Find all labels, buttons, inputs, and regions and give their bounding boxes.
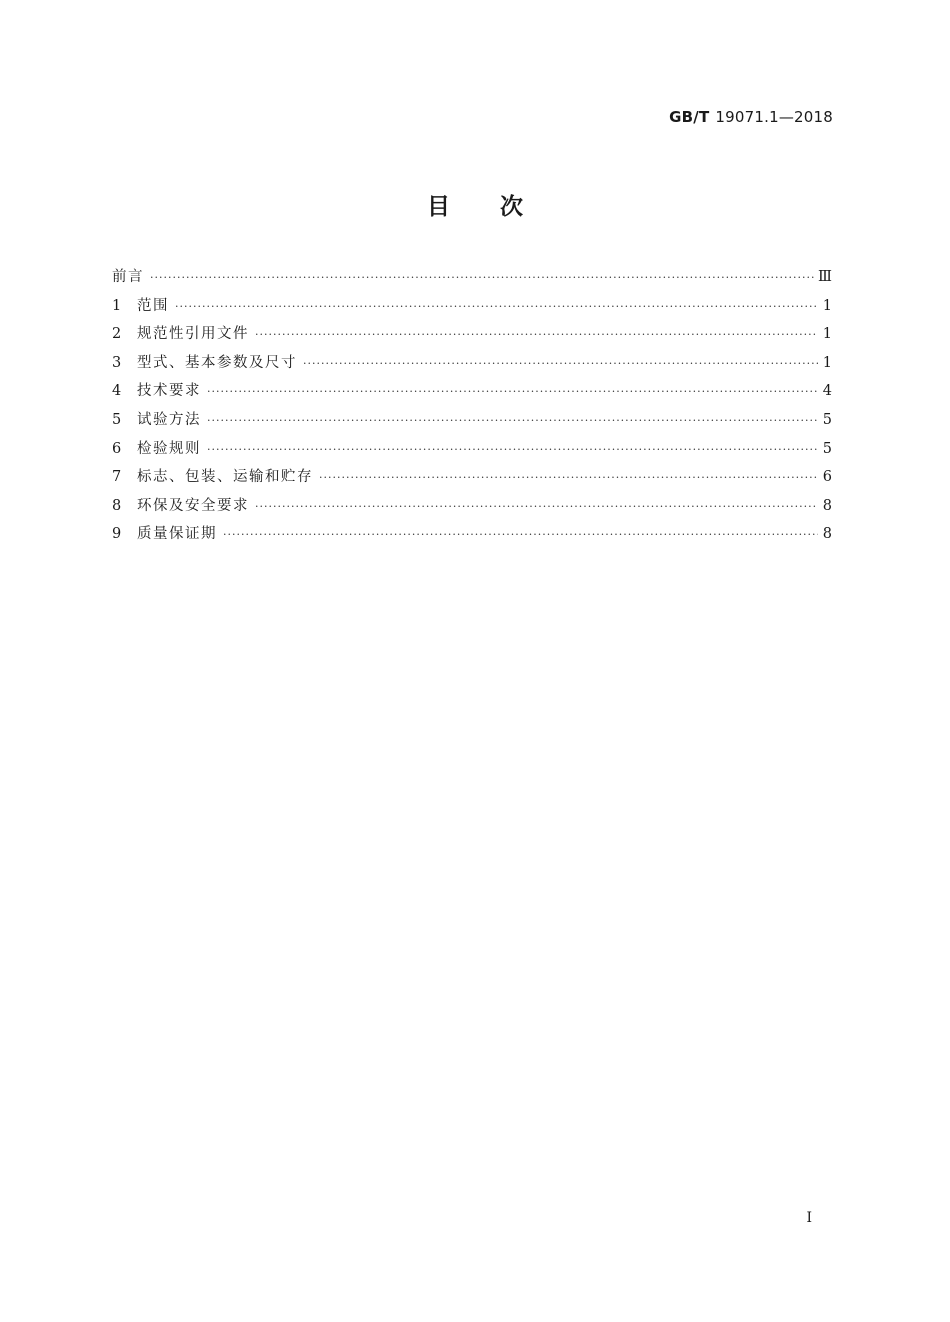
toc-leader-dots <box>255 321 818 350</box>
toc-entry-page: 1 <box>822 354 832 371</box>
toc-entry-page: 4 <box>822 383 832 400</box>
toc-entry-8[interactable] <box>112 492 832 521</box>
standard-prefix: GB/T <box>669 108 710 126</box>
toc-entry-4[interactable] <box>112 377 832 406</box>
toc-leader-dots <box>223 521 818 550</box>
toc-leader-dots <box>207 436 818 465</box>
standard-code: 19071.1—2018 <box>715 108 833 126</box>
toc-entry-label: 技术要求 <box>137 383 201 400</box>
toc-entry-number: 7 <box>112 469 122 486</box>
standard-number-header <box>669 108 833 126</box>
toc-entry-foreword[interactable] <box>112 263 832 292</box>
toc-entry-1[interactable] <box>112 292 832 321</box>
toc-entry-2[interactable] <box>112 320 832 349</box>
toc-entry-number: 4 <box>112 383 122 400</box>
toc-entry-7[interactable] <box>112 463 832 492</box>
toc-entry-number: 6 <box>112 440 122 457</box>
table-of-contents <box>112 263 832 549</box>
toc-entry-page: 6 <box>822 469 832 486</box>
toc-title: 目次 <box>427 194 573 220</box>
toc-leader-dots <box>207 407 818 436</box>
toc-entry-label: 环保及安全要求 <box>137 497 249 514</box>
toc-entry-number: 1 <box>112 297 122 314</box>
toc-entry-label: 范围 <box>137 297 169 314</box>
toc-entry-label: 型式、基本参数及尺寸 <box>137 354 297 371</box>
toc-entry-page: Ⅲ <box>818 269 832 285</box>
toc-entry-page: 5 <box>822 411 832 428</box>
toc-leader-dots <box>175 293 818 322</box>
toc-leader-dots <box>150 264 814 293</box>
toc-entry-page: 1 <box>822 326 832 343</box>
toc-entry-number: 2 <box>112 326 122 343</box>
toc-entry-6[interactable] <box>112 435 832 464</box>
toc-entry-label: 标志、包装、运输和贮存 <box>137 469 313 486</box>
toc-entry-9[interactable] <box>112 520 832 549</box>
toc-entry-3[interactable] <box>112 349 832 378</box>
toc-leader-dots <box>303 350 818 379</box>
toc-entry-number: 9 <box>112 526 122 543</box>
toc-entry-label: 试验方法 <box>137 411 201 428</box>
toc-entry-page: 5 <box>822 440 832 457</box>
toc-leader-dots <box>255 493 818 522</box>
toc-entry-label: 质量保证期 <box>137 526 217 543</box>
toc-entry-label: 前言 <box>112 269 144 285</box>
toc-entry-page: 8 <box>822 497 832 514</box>
toc-entry-label: 规范性引用文件 <box>137 326 249 343</box>
toc-entry-5[interactable] <box>112 406 832 435</box>
toc-entry-number: 5 <box>112 411 122 428</box>
toc-leader-dots <box>207 378 818 407</box>
toc-entry-label: 检验规则 <box>137 440 201 457</box>
toc-entry-page: 1 <box>822 297 832 314</box>
toc-entry-number: 8 <box>112 497 122 514</box>
toc-entry-page: 8 <box>822 526 832 543</box>
page-number-footer: I <box>806 1210 812 1226</box>
toc-leader-dots <box>319 464 818 493</box>
toc-entry-number: 3 <box>112 354 122 371</box>
